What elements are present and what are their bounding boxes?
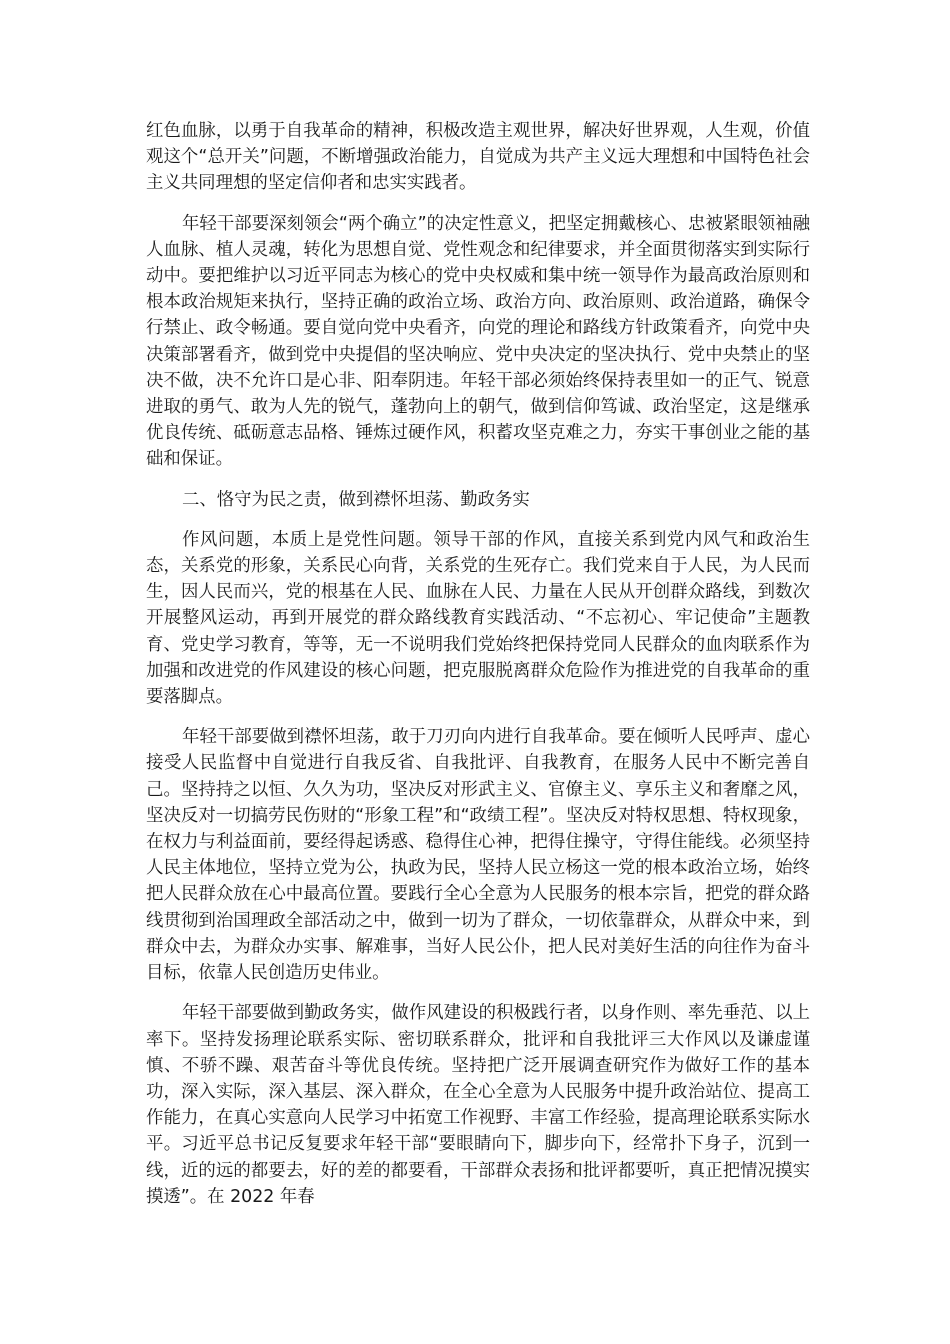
document-page bbox=[146, 118, 810, 1224]
paragraph-two-establishments: 年轻干部要深刻领会“两个确立”的决定性意义，把坚定拥戴核心、忠被紧眼领袖融人血脉、植人灵魂，转化为思想自觉、党性观念和纪律要求，并全面贯彻落实到实际行动中。要把维护以习近平同志为核心的党中央权威和集中统一领导作为最高政治原则和根本政治规矩来执行，坚持正确的政治立场、政治方向、政治原则、政治道路，确保令行禁止、政令畅通。要自觉向党中央看齐，向党的理论和路线方针政策看齐，向党中央决策部署看齐，做到党中央提倡的坚决响应、党中央决定的坚决执行、党中央禁止的坚决不做，决不允许口是心非、阳奉阴违。年轻干部必须始终保持表里如一的正气、锐意进取的勇气、敢为人先的锐气，蓬勃向上的朝气，做到信仰笃诚、政治坚定，这是继承优良传统、砥砺意志品格、锤炼过硬作风，积蓄攻坚克难之力，夯实干事创业之能的基础和保证。 bbox=[146, 213, 810, 470]
section-heading: 二、恪守为民之责，做到襟怀坦荡、勤政务实 bbox=[182, 489, 530, 510]
paragraph-work-style: 作风问题，本质上是党性问题。领导干部的作风，直接关系到党内风气和政治生态，关系党的形象，关系民心向背，关系党的生死存亡。我们党来自于人民，为人民而生，因人民而兴，党的根基在人民、血脉在人民、力量在人民从开创群众路线，到数次开展整风运动，再到开展党的群众路线教育实践活动、“不忘初心、牢记使命”主题教育、党史学习教育，等等，无一不说明我们党始终把保持党同人民群众的血肉联系作为加强和改进党的作风建设的核心问题，把克服脱离群众危险作为推进党的自我革命的重要落脚点。 bbox=[146, 529, 810, 708]
paragraph-continuation: 红色血脉，以勇于自我革命的精神，积极改造主观世界，解决好世界观，人生观，价值观这个“总开关”问题，不断增强政治能力，自觉成为共产主义远大理想和中国特色社会主义共同理想的坚定信仰者和忠实实践者。 bbox=[146, 121, 810, 194]
paragraph-diligence: 年轻干部要做到勤政务实，做作风建设的积极践行者，以身作则、率先垂范、以上率下。坚持发扬理论联系实际、密切联系群众，批评和自我批评三大作风以及谦虚谨慎、不骄不躁、艰苦奋斗等优良传统。坚持把广泛开展调查研究作为做好工作的基本功，深入实际，深入基层、深入群众，在全心全意为人民服务中提升政治站位、提高工作能力，在真心实意向人民学习中拓宽工作视野、丰富工作经验，提高理论联系实际水平。习近平总书记反复要求年轻干部“要眼睛向下，脚步向下，经常扑下身子，沉到一线，近的远的都要去，好的差的都要看，干部群众表扬和批评都要听，真正把情况摸实摸透”。在 2022 年春 bbox=[146, 1003, 810, 1207]
paragraph-self-revolution: 年轻干部要做到襟怀坦荡，敢于刀刃向内进行自我革命。要在倾听人民呼声、虚心接受人民监督中自觉进行自我反省、自我批评、自我教育，在服务人民中不断完善自己。坚持持之以恒、久久为功，坚决反对形武主义、官僚主义、享乐主义和奢靡之风，坚决反对一切搞劳民伤财的“形象工程”和“政绩工程”。坚决反对特权思想、特权现象，在权力与利益面前，要经得起诱惑、稳得住心神，把得住操守，守得住能线。必须坚持人民主体地位，坚持立党为公，执政为民，坚持人民立杨这一党的根本政治立场，始终把人民群众放在心中最高位置。要践行全心全意为人民服务的根本宗旨，把党的群众路线贯彻到治国理政全部活动之中，做到一切为了群众，一切依靠群众，从群众中来，到群众中去，为群众办实事、解难事，当好人民公仆，把人民对美好生活的向往作为奋斗目标，依靠人民创造历史伟业。 bbox=[146, 727, 810, 984]
